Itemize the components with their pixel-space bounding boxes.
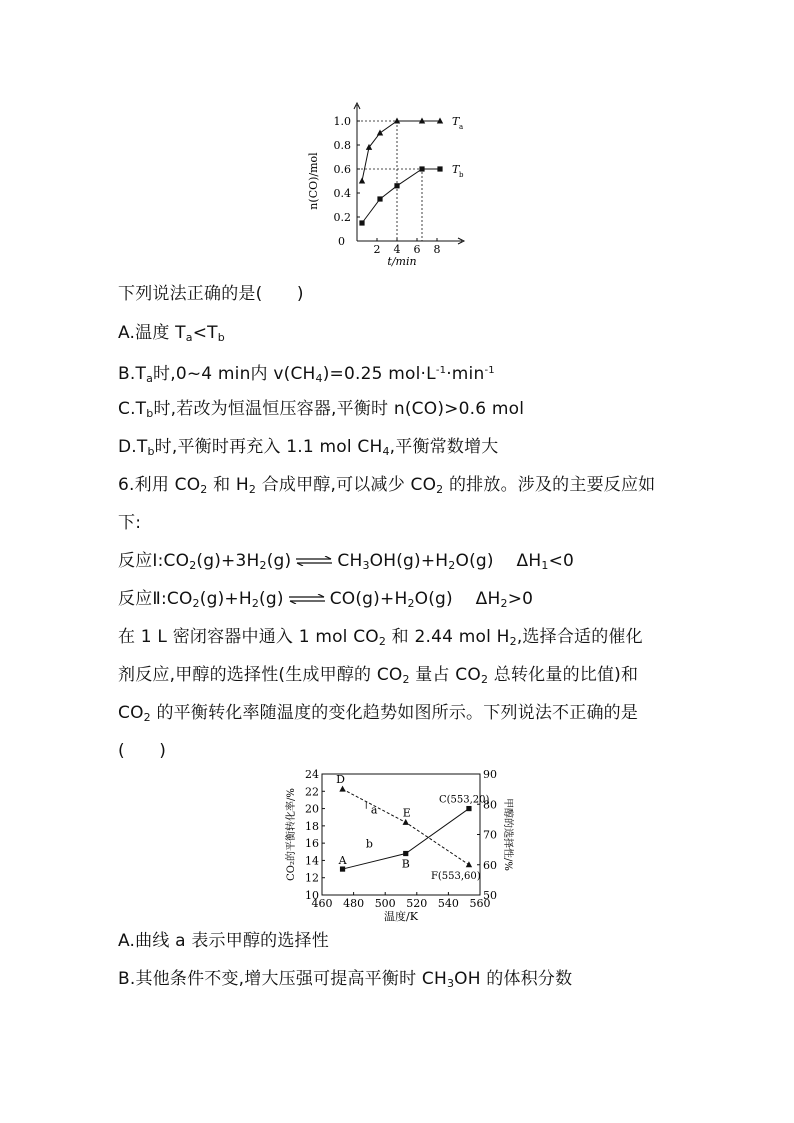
reaction-1: 反应$Ⅰ:CO_2(g)+3H_2(g)$ $CH_3OH(g)+H_2O(g)$ $\Delta H_1<0$ [118,551,575,572]
q6-line-1: 6.利用 $CO_2$ 和 $H_2$ 合成甲醇,可以减少 $CO_2$ 的排放。涉及的主要反应如 [118,475,656,496]
data-point-Tb [419,166,424,171]
option-b[interactable]: $B.T_a$时,0~4 min内 $v(CH_4)=0.25$ $mol\cdot L^{-1}\cdot\min^{-1}$ [118,364,495,385]
point-label-c: C(553,20) [438,794,490,806]
y-tick-label: 0.6 [333,163,351,176]
option-a[interactable]: A.温度 $T_a<T_b$ [118,323,225,344]
data-point-Tb [437,166,442,171]
question-stem: 下列说法正确的是( ) [118,284,304,304]
y-tick-label: 0 [338,235,345,248]
right-tick-label: 50 [483,889,497,902]
data-point-a [339,786,345,792]
point-label-f: F(553,60) [430,870,481,882]
left-tick-label: 16 [305,837,319,851]
left-tick-label: 14 [305,854,319,868]
curve-label-a: a [370,803,378,817]
x-tick-label: 8 [433,243,441,256]
right-tick-label: 60 [483,858,497,872]
data-point-b [340,866,345,871]
answer-b[interactable]: B.其他条件不变,增大压强可提高平衡时 $CH_3OH$ 的体积分数 [118,969,573,990]
right-tick-label: 70 [483,828,497,842]
point-label-e: E [402,806,411,820]
series-label-ta-sub: a [459,123,464,131]
q6-para-3: $CO_2$ 的平衡转化率随温度的变化趋势如图所示。下列说法不正确的是 [118,703,639,724]
data-point-a [466,861,472,867]
answer-a[interactable]: A.曲线 a 表示甲醇的选择性 [118,931,329,951]
right-tick-label: 80 [483,798,497,812]
point-label-d: D [336,773,345,787]
series-label-tb-sub: b [459,171,464,179]
left-tick-label: 18 [305,819,319,833]
data-point-Ta [359,178,365,184]
left-tick-label: 22 [305,785,319,799]
x-tick-label: 6 [413,243,421,256]
equilibrium-arrow-icon [295,556,333,566]
x-tick-label: 480 [343,897,365,910]
x-tick-label: 500 [374,897,396,910]
x-axis-label: t/min [387,255,417,268]
data-point-Tb [377,196,382,201]
left-tick-label: 12 [305,871,319,885]
q6-para-1: 在 1 L 密闭容器中通入 1 mol $CO_2$ 和 2.44 mol $H_2$,选择合适的催化 [118,627,643,648]
series-label-ta: T [452,115,460,128]
data-point-Tb [359,220,364,225]
curve-label-b: b [365,837,373,851]
data-point-a [403,819,409,825]
q6-para-4: ( ) [118,741,167,761]
x-tick-label: 460 [311,897,333,910]
series-line-Tb [362,169,440,223]
data-point-Ta [377,130,383,136]
data-point-Tb [394,183,399,188]
left-tick-label: 24 [305,768,319,781]
y-tick-label: 0.2 [333,211,351,224]
point-label-a: A [338,854,347,868]
point-label-b: B [401,857,410,871]
q6-para-2: 剂反应,甲醇的选择性(生成甲醇的 $CO_2$ 量占 $CO_2$ 总转化量的比值)和 [118,665,639,686]
q6-line-2: 下: [118,513,142,533]
data-point-b [466,806,471,811]
reaction-2: 反应$Ⅱ:CO_2(g)+H_2(g)$ $CO(g)+H_2O(g)$ $\Delta H_2>0$ [118,589,534,610]
x-tick-label: 520 [406,897,428,910]
x-tick-label: 2 [373,243,381,256]
right-axis-label: 甲醇的选择性/% [502,798,513,871]
chart-nco-vs-time [300,100,500,270]
left-axis-label: CO₂的平衡转化率/% [286,788,297,881]
series-label-tb: T [452,163,460,176]
x-tick-label: 560 [469,897,491,910]
x-axis-label: 温度/K [384,910,418,922]
chart-conversion-selectivity [280,762,540,922]
left-tick-label: 10 [305,889,319,902]
equilibrium-arrow-icon [288,594,326,604]
left-tick-label: 20 [305,802,319,816]
option-c[interactable]: $C.T_b$时,若改为恒温恒压容器,平衡时 n(CO)>0.6 mol [118,399,525,420]
option-d[interactable]: $D.T_b$时,平衡时再充入 1.1 mol $CH_4$,平衡常数增大 [118,437,499,458]
x-tick-label: 540 [437,897,459,910]
guide-tb [357,169,422,241]
data-point-b [403,851,408,856]
y-tick-label: 0.4 [333,187,351,200]
x-tick-label: 4 [393,243,401,256]
y-axis-label: n(CO)/mol [307,152,320,210]
y-tick-label: 0.8 [333,139,351,152]
series-line-Ta [362,121,440,181]
right-tick-label: 90 [483,768,497,781]
y-tick-label: 1.0 [333,115,351,128]
